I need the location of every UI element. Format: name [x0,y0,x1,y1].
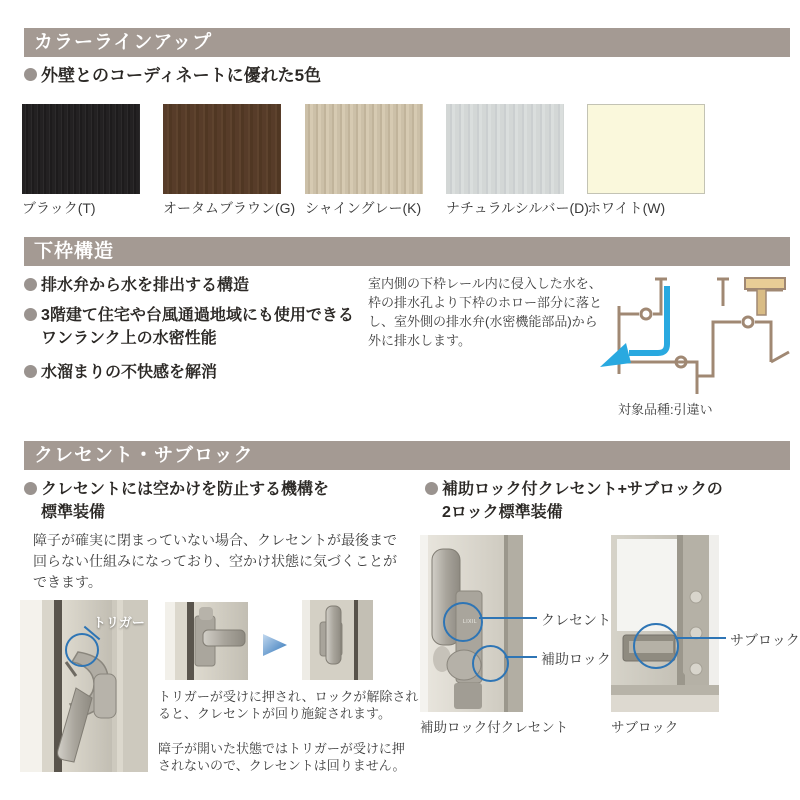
bullet-line2: ワンランク上の水密性能 [41,330,217,347]
bullet-icon [425,482,438,495]
description-line: 室内側の下枠レール内に侵入した水を、 [368,276,602,291]
locks-left-paragraph [33,530,397,593]
crescent-locked-photo [302,600,373,680]
paragraph-line: 回らない仕組みになっており、空かけ状態に気づくことが [33,553,397,569]
paragraph-line: 障子が確実に閉まっていない場合、クレセントが最後まで [33,532,397,548]
swatch-shine-gray [305,104,423,194]
section-title: クレセント・サブロック [34,445,254,466]
caption-line: トリガーが受けに押され、ロックが解除され [158,689,419,704]
description-line: し、室外側の排水弁(水密機能部品)から [368,314,598,329]
heading-line2: 標準装備 [41,504,106,521]
crescent-trigger-photo [20,600,148,772]
swatch-label: シャイングレー(K) [305,200,422,216]
caption-line: ると、クレセントが回り施錠されます。 [158,706,391,721]
swatch-natural-silver [446,104,564,194]
aux-lock-crescent-photo [420,535,523,712]
callout-crescent: クレセント [541,612,611,628]
locks-left-heading [24,478,329,524]
heading-line1: 補助ロック付クレセント+サブロックの [442,481,723,498]
photo2-caption: サブロック [611,720,679,735]
brand-label: LIXIL [463,619,478,625]
frame-cross-section-diagram [597,270,792,400]
crescent-unlocked-illustration [165,602,248,680]
annotation-circle [472,645,509,682]
annotation-circle [443,602,483,642]
trigger-label: トリガー [93,615,145,630]
wood-sash-piece [745,278,785,289]
frame-bullet-2 [24,304,354,350]
bullet-line1: 3階建て住宅や台風通過地域にも使用できる [41,307,354,324]
swatch-black [22,104,140,194]
section-title: 下枠構造 [34,241,115,262]
section-header-lower-frame [24,237,790,266]
callout-line [505,656,537,658]
callout-auxlock: 補助ロック [541,651,611,667]
bullet-icon [24,365,37,378]
annotation-circle [65,633,99,667]
bullet-icon [24,482,37,495]
crescent-lever [203,630,245,646]
paragraph-line: できます。 [33,574,102,590]
photo1-caption: 補助ロック付クレセント [420,720,569,735]
trigger-caption-2 [158,740,406,774]
section-title: カラーラインアップ [34,32,213,53]
crescent-knob [94,674,116,718]
heading-line1: クレセントには空かけを防止する機構を [41,481,330,498]
color-lineup-subtitle [24,64,321,87]
description-line: 枠の排水孔より下枠のホロー部分に落と [368,295,603,310]
swatch-label: ホワイト(W) [587,200,666,216]
bullet-icon [24,308,37,321]
swatch-white [587,104,705,194]
diagram-caption: 対象品種:引違い [618,402,713,417]
glass-pane [617,539,677,631]
trigger-caption-1 [158,688,418,722]
bullet-text [41,304,354,350]
sub-lock-photo [611,535,719,712]
caption-line: 障子が開いた状態ではトリガーが受けに押 [158,741,405,756]
bullet-text: 排水弁から水を排出する構造 [41,277,250,294]
section-header-locks [24,441,790,470]
drainage-description [368,274,602,350]
locks-right-heading [425,478,723,524]
crescent-unlocked-photo [165,602,248,680]
heading-text [442,478,723,524]
bullet-text: 水溜まりの不快感を解消 [41,364,218,381]
section-header-color-lineup [24,28,790,57]
swatch-autumn-brown [163,104,281,194]
swatch-label: ナチュラルシルバー(D) [446,200,589,216]
crescent-locked-illustration [302,600,373,680]
callout-sublock: サブロック [730,632,800,648]
frame-bullet-1 [24,274,249,297]
heading-line2: 2ロック標準装備 [442,504,563,521]
sub-lock-illustration [611,535,719,712]
callout-line [675,637,726,639]
description-line: 外に排水します。 [368,333,471,348]
water-flow-arrow-icon [600,343,631,367]
heading-text [41,478,329,524]
frame-bullet-3 [24,361,217,384]
arrow-right-icon [263,634,287,656]
annotation-circle [633,623,679,669]
callout-line [479,617,537,619]
swatch-label: ブラック(T) [22,200,96,216]
caption-line: されないので、クレセントは回りません。 [158,758,406,773]
bullet-icon [24,278,37,291]
bullet-icon [24,68,37,81]
swatch-label: オータムブラウン(G) [163,200,296,216]
crescent-lever [326,606,341,664]
subtitle-text: 外壁とのコーディネートに優れた5色 [41,66,322,85]
